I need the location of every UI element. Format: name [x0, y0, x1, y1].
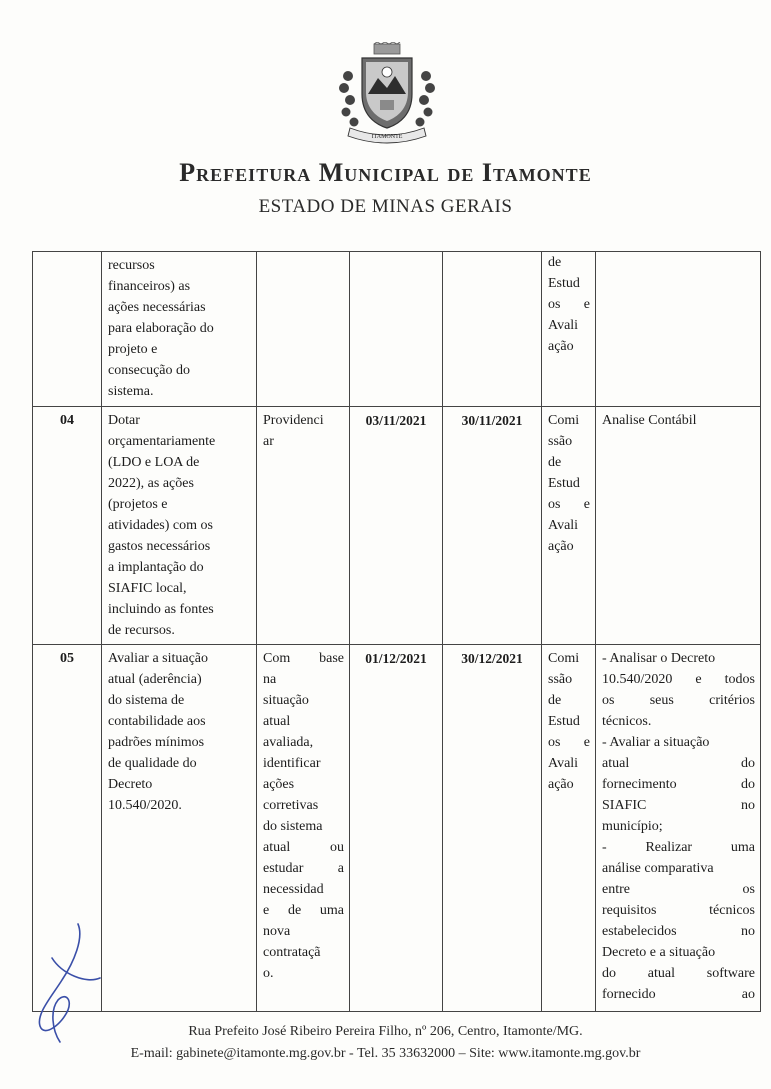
- cell-end-date: 30/11/2021: [443, 407, 542, 645]
- cell-observation: - Analisar o Decreto 10.540/2020 e todos os seus critérios técnicos. - Avaliar a situação atual do fornecimento do SIAFIC no município; - Realizar uma análise comparativa entre os requisitos técnicos estabelecidos no Decreto e a situação do atual software fornecido ao: [596, 645, 761, 1012]
- action-plan-table: [32, 251, 761, 1012]
- cell-action: Avaliar a situação atual (aderência) do sistema de contabilidade aos padrões mínimos de qualidade do Decreto 10.540/2020.: [102, 645, 257, 1012]
- cell-number: 05: [33, 645, 102, 1012]
- cell-observation: [596, 252, 761, 407]
- cell-action: Dotar orçamentariamente (LDO e LOA de 2022), as ações (projetos e atividades) com os gastos necessários a implantação do SIAFIC local, incluindo as fontes de recursos.: [102, 407, 257, 645]
- svg-text:ITAMONTE: ITAMONTE: [371, 134, 403, 140]
- cell-responsible: Comi ssão de Estud os e Avali ação: [542, 407, 596, 645]
- cell-responsible: de Estud os e Avali ação: [542, 252, 596, 407]
- cell-responsible: Comi ssão de Estud os e Avali ação: [542, 645, 596, 1012]
- table-row: [33, 407, 761, 645]
- cell-number: [33, 252, 102, 407]
- table-row: [33, 645, 761, 1012]
- cell-how: Providenci ar: [257, 407, 350, 645]
- cell-number: 04: [33, 407, 102, 645]
- page-title: Prefeitura Municipal de Itamonte: [179, 158, 592, 187]
- cell-start-date: 03/11/2021: [350, 407, 443, 645]
- page-subtitle: ESTADO DE MINAS GERAIS: [258, 196, 513, 217]
- cell-how: [257, 252, 350, 407]
- municipal-crest-logo: [332, 42, 442, 146]
- cell-action: recursos financeiros) as ações necessárias para elaboração do projeto e consecução do sistema.: [102, 252, 257, 407]
- cell-end-date: 30/12/2021: [443, 645, 542, 1012]
- footer-contact: E-mail: gabinete@itamonte.mg.gov.br - Tel. 35 33632000 – Site: www.itamonte.mg.gov.br: [130, 1046, 641, 1061]
- cell-observation: Analise Contábil: [596, 407, 761, 645]
- cell-start-date: [350, 252, 443, 407]
- cell-start-date: 01/12/2021: [350, 645, 443, 1012]
- table-row: [33, 252, 761, 407]
- footer-address: Rua Prefeito José Ribeiro Pereira Filho, nº 206, Centro, Itamonte/MG.: [188, 1024, 583, 1039]
- cell-how: Com base na situação atual avaliada, identificar ações corretivas do sistema atual ou estudar a necessidad e de uma nova contrataçã o.: [257, 645, 350, 1012]
- cell-end-date: [443, 252, 542, 407]
